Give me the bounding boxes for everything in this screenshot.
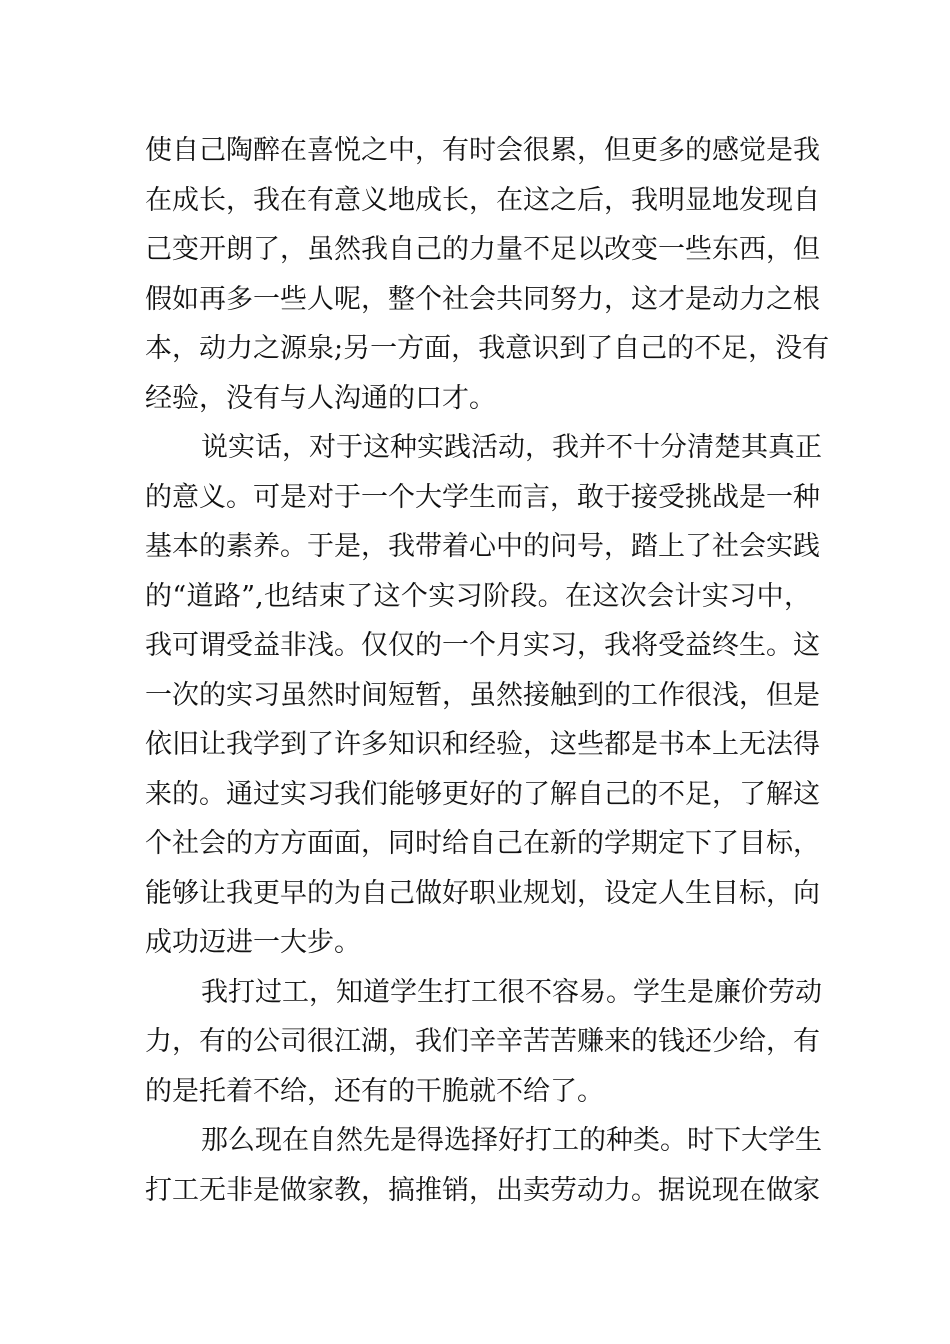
text-line: 我可谓受益非浅。仅仅的一个月实习，我将受益终生。这 [145,630,820,661]
text-line: 的是托着不给，还有的干脆就不给了。 [145,1075,604,1107]
text-line: 的“道路”,也结束了这个实习阶段。在这次会计实习中， [145,580,811,612]
text-line: 成功迈进一大步。 [145,927,361,958]
text-line: 一次的实习虽然时间短暂，虽然接触到的工作很浅，但是 [145,679,820,711]
text-line: 力，有的公司很江湖，我们辛辛苦苦赚来的钱还少给，有 [145,1026,820,1057]
paragraph-3 [145,968,822,1117]
text-line: 使自己陶醉在喜悦之中，有时会很累，但更多的感觉是我 [145,135,820,166]
paragraph-2 [145,423,822,968]
text-line: 来的。通过实习我们能够更好的了解自己的不足，了解这 [145,778,820,810]
text-line: 打工无非是做家教，搞推销，出卖劳动力。据说现在做家 [145,1174,820,1206]
document-body [145,126,830,1215]
text-line: 那么现在自然先是得选择好打工的种类。时下大学生 [201,1125,822,1156]
text-line: 经验，没有与人沟通的口才。 [145,382,496,414]
text-line: 假如再多一些人呢，整个社会共同努力，这才是动力之根 [145,283,820,315]
text-line: 能够让我更早的为自己做好职业规划，设定人生目标，向 [145,877,820,909]
text-line: 的意义。可是对于一个大学生而言，敢于接受挑战是一种 [145,481,820,513]
text-line: 己变开朗了，虽然我自己的力量不足以改变一些东西，但 [145,234,820,265]
text-line: 我打过工，知道学生打工很不容易。学生是廉价劳动 [201,976,822,1008]
text-line: 本，动力之源泉;另一方面，我意识到了自己的不足，没有 [145,333,830,364]
paragraph-1 [145,126,830,423]
text-line: 依旧让我学到了许多知识和经验，这些都是书本上无法得 [145,729,820,760]
paragraph-4 [145,1116,822,1215]
text-line: 基本的素养。于是，我带着心中的问号，踏上了社会实践 [145,531,820,562]
text-line: 个社会的方方面面，同时给自己在新的学期定下了目标， [145,828,820,859]
text-line: 在成长，我在有意义地成长，在这之后，我明显地发现自 [145,184,820,216]
text-line: 说实话，对于这种实践活动，我并不十分清楚其真正 [201,432,822,463]
